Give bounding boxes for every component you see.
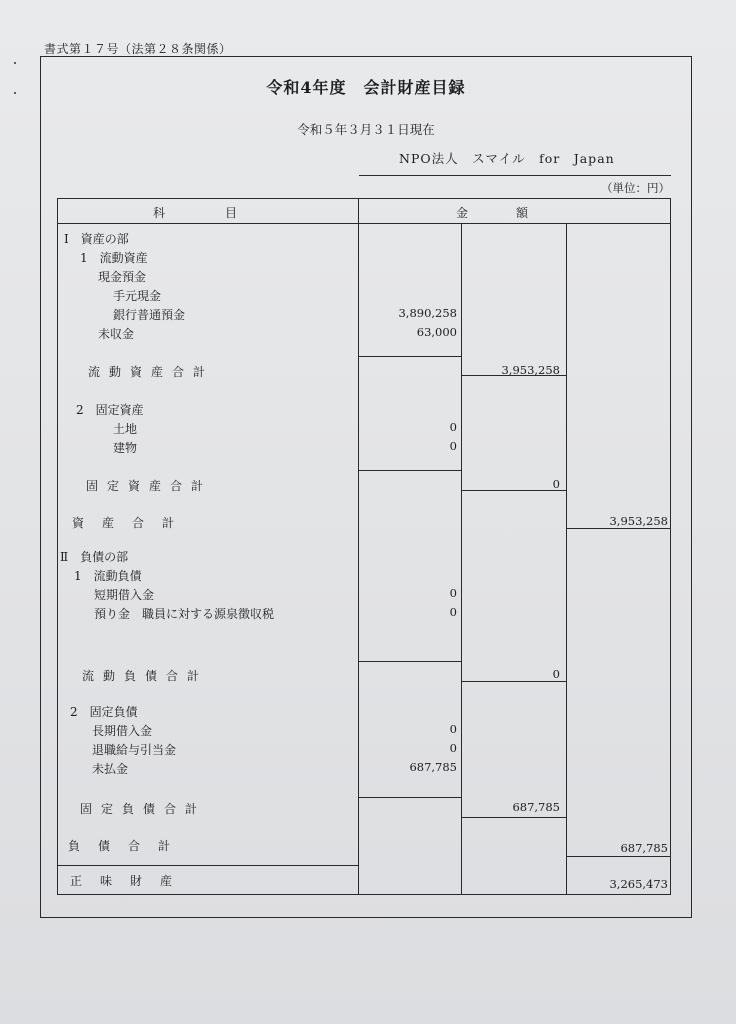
receivable-value: 63,000 (416, 325, 457, 339)
header-divider (58, 223, 670, 224)
cash-on-hand-label: 手元現金 (113, 289, 162, 303)
organization-underline (359, 175, 671, 176)
long-term-loan-label: 長期借入金 (92, 724, 153, 738)
rule (461, 490, 566, 491)
rule (566, 856, 670, 857)
as-of-date: 令和５年３月３１日現在 (297, 122, 435, 137)
retirement-value: 0 (449, 741, 457, 755)
rule (358, 661, 461, 662)
form-number: 書式第１７号（法第２８条関係） (44, 42, 232, 56)
account-header: 科 目 (153, 206, 238, 220)
assets-total-value: 3,953,258 (609, 514, 668, 528)
current-liabilities-total-label: 流動負債合計 (82, 669, 209, 683)
rule (358, 470, 461, 471)
unit-note: （単位：円） (601, 181, 670, 195)
speck (14, 92, 16, 94)
rule (358, 797, 461, 798)
fixed-assets-total-value: 0 (552, 477, 560, 491)
liabilities-total-label: 負債合計 (68, 839, 189, 853)
rule (461, 681, 566, 682)
withholding-label: 預り金 職員に対する源泉徴収税 (94, 607, 275, 621)
column-divider-3 (566, 223, 567, 894)
column-divider-main (358, 199, 359, 894)
assets-section-label: Ⅰ 資産の部 (64, 232, 129, 246)
net-assets-label: 正味財産 (70, 874, 191, 888)
current-assets-heading: 1 流動資産 (80, 251, 148, 265)
rule (461, 817, 566, 818)
fixed-assets-total-label: 固定資産合計 (86, 479, 213, 493)
organization-name: NPO法人 スマイル for Japan (399, 151, 615, 166)
inventory-table (57, 198, 671, 895)
cash-deposits-label: 現金預金 (98, 270, 147, 284)
document-title: 令和4年度 会計財産目録 (266, 78, 466, 97)
fixed-liabilities-total-label: 固定負債合計 (80, 802, 207, 816)
building-label: 建物 (113, 441, 138, 455)
current-assets-total-label: 流動資産合計 (88, 365, 215, 379)
liabilities-total-value: 687,785 (620, 841, 668, 855)
short-term-loan-value: 0 (449, 586, 457, 600)
rule (566, 528, 670, 529)
bank-deposit-label: 銀行普通預金 (113, 308, 186, 322)
rule (358, 356, 461, 357)
current-liabilities-total-value: 0 (552, 667, 560, 681)
land-value: 0 (449, 420, 457, 434)
bank-deposit-value: 3,890,258 (398, 306, 457, 320)
accrued-label: 未払金 (92, 762, 129, 776)
net-assets-value: 3,265,473 (609, 877, 668, 891)
assets-total-label: 資産合計 (72, 516, 193, 530)
speck (14, 62, 16, 64)
fixed-liabilities-total-value: 687,785 (512, 800, 560, 814)
short-term-loan-label: 短期借入金 (94, 588, 155, 602)
retirement-label: 退職給与引当金 (92, 743, 177, 757)
building-value: 0 (449, 439, 457, 453)
fixed-assets-heading: 2 固定資産 (76, 403, 144, 417)
long-term-loan-value: 0 (449, 722, 457, 736)
current-liabilities-heading: 1 流動負債 (74, 569, 142, 583)
withholding-value: 0 (449, 605, 457, 619)
liabilities-section-label: Ⅱ 負債の部 (60, 550, 129, 564)
column-divider-2 (461, 223, 462, 894)
accrued-value: 687,785 (409, 760, 457, 774)
current-assets-total-value: 3,953,258 (501, 363, 560, 377)
amount-header: 金 額 (456, 206, 529, 220)
receivable-label: 未収金 (98, 327, 135, 341)
property-inventory-sheet (40, 56, 692, 918)
fixed-liabilities-heading: 2 固定負債 (70, 705, 138, 719)
net-assets-rule (58, 865, 358, 866)
land-label: 土地 (113, 422, 138, 436)
